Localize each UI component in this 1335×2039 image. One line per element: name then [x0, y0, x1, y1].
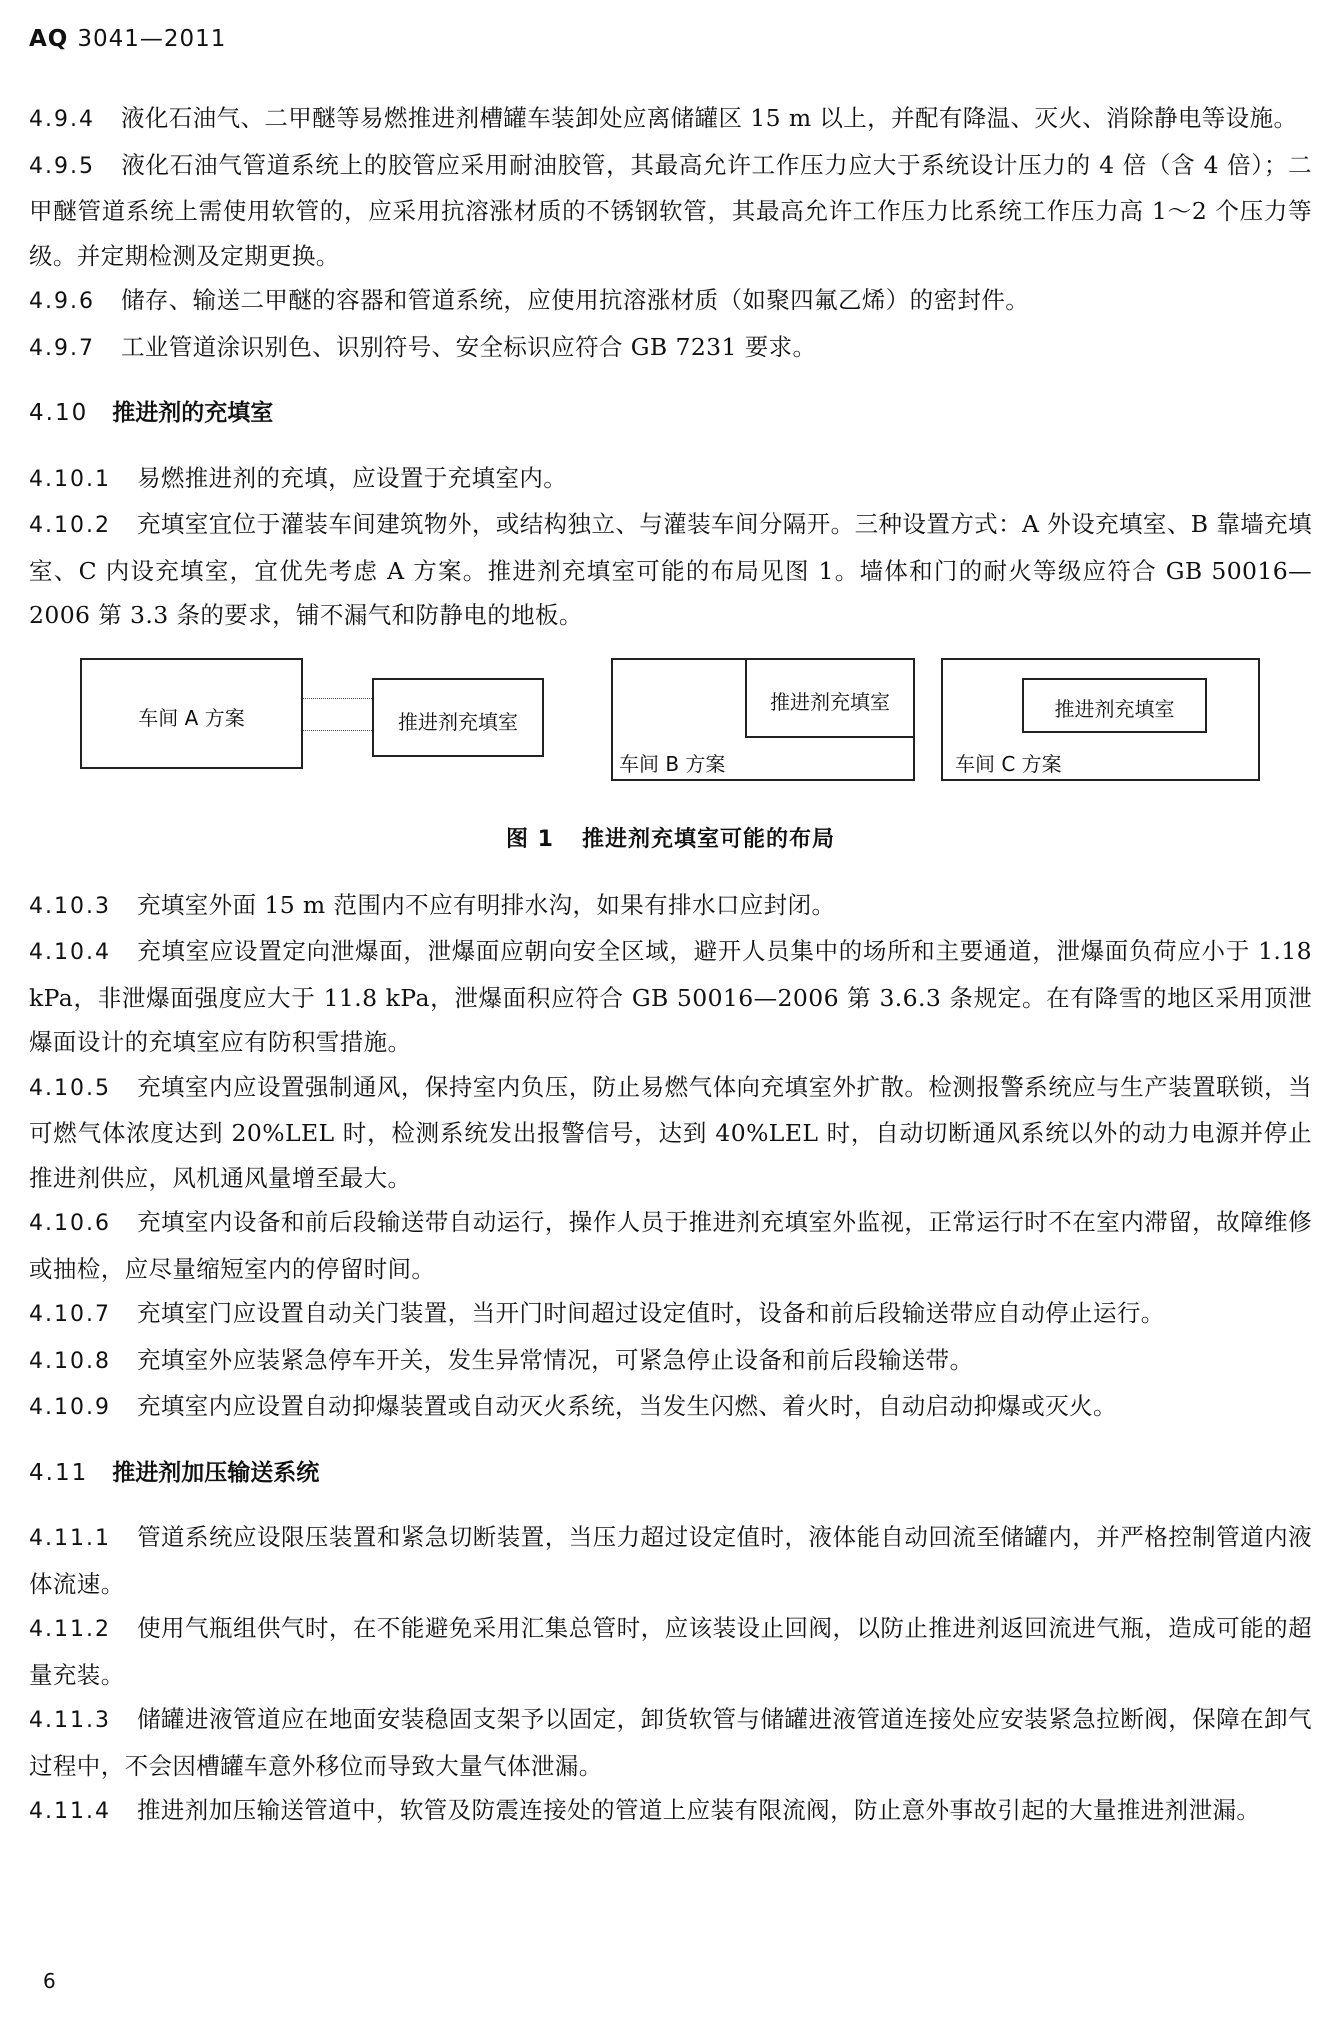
- clause-paragraph: [29, 1200, 1312, 1291]
- clause-paragraph: [29, 143, 1312, 279]
- clause-text: 易燃推进剂的充填，应设置于充填室内。: [136, 463, 568, 492]
- workshop-c-label: 车间 C 方案: [955, 751, 1062, 776]
- clause-number: 4.10.2: [29, 513, 111, 538]
- section-number: 4.11: [29, 1459, 89, 1486]
- clause-number: 4.9.5: [29, 153, 95, 179]
- clause-number: 4.9.4: [29, 107, 95, 132]
- filling-room-b-box: [745, 658, 915, 738]
- page-number: 6: [43, 1969, 56, 1993]
- document-page: [29, 0, 1312, 2039]
- workshop-b-label: 车间 B 方案: [619, 751, 726, 776]
- clause-paragraph: [29, 1606, 1312, 1697]
- clause-number: 4.11.2: [29, 1617, 111, 1642]
- figure-caption-text: 推进剂充填室可能的布局: [581, 826, 835, 852]
- clause-paragraph: [29, 1697, 1312, 1788]
- clause-number: 4.10.6: [29, 1211, 111, 1236]
- clause-paragraph: [29, 1065, 1312, 1201]
- section-heading: [29, 1451, 1312, 1496]
- clause-paragraph: [29, 929, 1312, 1065]
- clause-number: 4.10.5: [29, 1075, 111, 1101]
- clause-paragraph: [29, 1338, 1312, 1385]
- clause-paragraph: [29, 325, 1312, 372]
- clause-paragraph: [29, 456, 1312, 503]
- clause-text: 充填室外面 15 m 范围内不应有明排水沟，如果有排水口应封闭。: [136, 890, 836, 919]
- clause-number: 4.10.8: [29, 1348, 111, 1374]
- clause-paragraph: [29, 1788, 1312, 1835]
- filling-room-c-label: 推进剂充填室: [1054, 696, 1175, 721]
- workshop-a-label: 车间 A 方案: [138, 705, 245, 730]
- filling-room-b-label: 推进剂充填室: [770, 689, 890, 714]
- standard-number: 3041—2011: [77, 26, 227, 52]
- document-body: [29, 96, 1312, 1835]
- clause-paragraph: [29, 883, 1312, 930]
- clause-text: 充填室外应装紧急停车开关，发生异常情况，可紧急停止设备和前后段输送带。: [136, 1345, 974, 1374]
- clause-number: 4.10.3: [29, 893, 111, 919]
- clause-text: 推进剂加压输送管道中，软管及防震连接处的管道上应装有限流阀，防止意外事故引起的大量推进剂泄漏。: [136, 1796, 1261, 1824]
- clause-text: 充填室应设置定向泄爆面，泄爆面应朝向安全区域，避开人员集中的场所和主要通道，泄爆面负荷应小于 1.18 kPa，非泄爆面强度应大于 11.8 kPa，泄爆面积应符合 GB 50016—2006 第 3.6.3 条规定。在有降雪的地区采用顶泄爆面设计的充填室应有防积雪措施。: [29, 937, 1312, 1056]
- filling-room-c-box: [1022, 678, 1207, 733]
- clause-text: 充填室内应设置自动抑爆装置或自动灭火系统，当发生闪燃、着火时，自动启动抑爆或灭火。: [136, 1392, 1117, 1420]
- clause-text: 工业管道涂识别色、识别符号、安全标识应符合 GB 7231 要求。: [120, 332, 817, 361]
- clause-text: 充填室宜位于灌装车间建筑物外，或结构独立、与灌装车间分隔开。三种设置方式：A 外设充填室、B 靠墙充填室、C 内设充填室，宜优先考虑 A 方案。推进剂充填室可能的布局见图 1。墙体和门的耐火等级应符合 GB 50016—2006 第 3.3 条的要求，铺不漏气和防静电的地板。: [29, 510, 1312, 629]
- section-number: 4.10: [29, 400, 89, 426]
- clause-text: 充填室内设备和前后段输送带自动运行，操作人员于推进剂充填室外监视，正常运行时不在室内滞留，故障维修或抽检，应尽量缩短室内的停留时间。: [29, 1208, 1312, 1283]
- section-heading: [29, 391, 1312, 436]
- section-title: 推进剂的充填室: [112, 400, 274, 426]
- clause-paragraph: [29, 1291, 1312, 1338]
- section-title: 推进剂加压输送系统: [112, 1459, 320, 1486]
- filling-room-a-box: [372, 678, 544, 757]
- clause-number: 4.9.6: [29, 289, 95, 314]
- clause-number: 4.9.7: [29, 335, 95, 361]
- clause-text: 充填室门应设置自动关门装置，当开门时间超过设定值时，设备和前后段输送带应自动停止运行。: [136, 1299, 1165, 1327]
- filling-room-a-label: 推进剂充填室: [398, 709, 518, 734]
- workshop-a-box: [80, 658, 303, 769]
- clause-text: 液化石油气管道系统上的胶管应采用耐油胶管，其最高允许工作压力应大于系统设计压力的 4 倍（含 4 倍）；二甲醚管道系统上需使用软管的，应采用抗溶涨材质的不锈钢软管，其最高允许工作压力比系统工作压力高 1～2 个压力等级。并定期检测及定期更换。: [29, 150, 1312, 270]
- figure-caption: [29, 822, 1312, 853]
- standard-header: [29, 26, 226, 52]
- clause-number: 4.10.4: [29, 940, 111, 965]
- clause-text: 使用气瓶组供气时，在不能避免采用汇集总管时，应该装设止回阀，以防止推进剂返回流进气瓶，造成可能的超量充装。: [29, 1614, 1312, 1689]
- standard-code: AQ: [29, 26, 69, 52]
- clause-number: 4.11.1: [29, 1526, 111, 1551]
- clause-paragraph: [29, 1384, 1312, 1431]
- figure-1-layout-diagram: [29, 658, 1312, 786]
- clause-text: 管道系统应设限压装置和紧急切断装置，当压力超过设定值时，液体能自动回流至储罐内，并严格控制管道内液体流速。: [29, 1523, 1312, 1598]
- clause-number: 4.11.4: [29, 1799, 111, 1824]
- clause-paragraph: [29, 1515, 1312, 1606]
- connector-line-bottom: [303, 730, 372, 731]
- clause-text: 储罐进液管道应在地面安装稳固支架予以固定，卸货软管与储罐进液管道连接处应安装紧急拉断阀，保障在卸气过程中，不会因槽罐车意外移位而导致大量气体泄漏。: [29, 1705, 1312, 1780]
- clause-number: 4.10.7: [29, 1302, 111, 1327]
- clause-paragraph: [29, 502, 1312, 638]
- figure-number: 图 1: [506, 826, 554, 852]
- clause-text: 储存、输送二甲醚的容器和管道系统，应使用抗溶涨材质（如聚四氟乙烯）的密封件。: [120, 286, 1030, 314]
- clause-number: 4.10.1: [29, 466, 111, 492]
- connector-line-top: [303, 698, 372, 699]
- clause-text: 液化石油气、二甲醚等易燃推进剂槽罐车装卸处应离储罐区 15 m 以上，并配有降温、灭火、消除静电等设施。: [120, 104, 1298, 132]
- clause-number: 4.11.3: [29, 1708, 111, 1733]
- clause-paragraph: [29, 278, 1312, 325]
- clause-text: 充填室内应设置强制通风，保持室内负压，防止易燃气体向充填室外扩散。检测报警系统应与生产装置联锁，当可燃气体浓度达到 20%LEL 时，检测系统发出报警信号，达到 40%LEL 时，自动切断通风系统以外的动力电源并停止推进剂供应，风机通风量增至最大。: [29, 1072, 1312, 1192]
- clause-number: 4.10.9: [29, 1395, 111, 1420]
- clause-paragraph: [29, 96, 1312, 143]
